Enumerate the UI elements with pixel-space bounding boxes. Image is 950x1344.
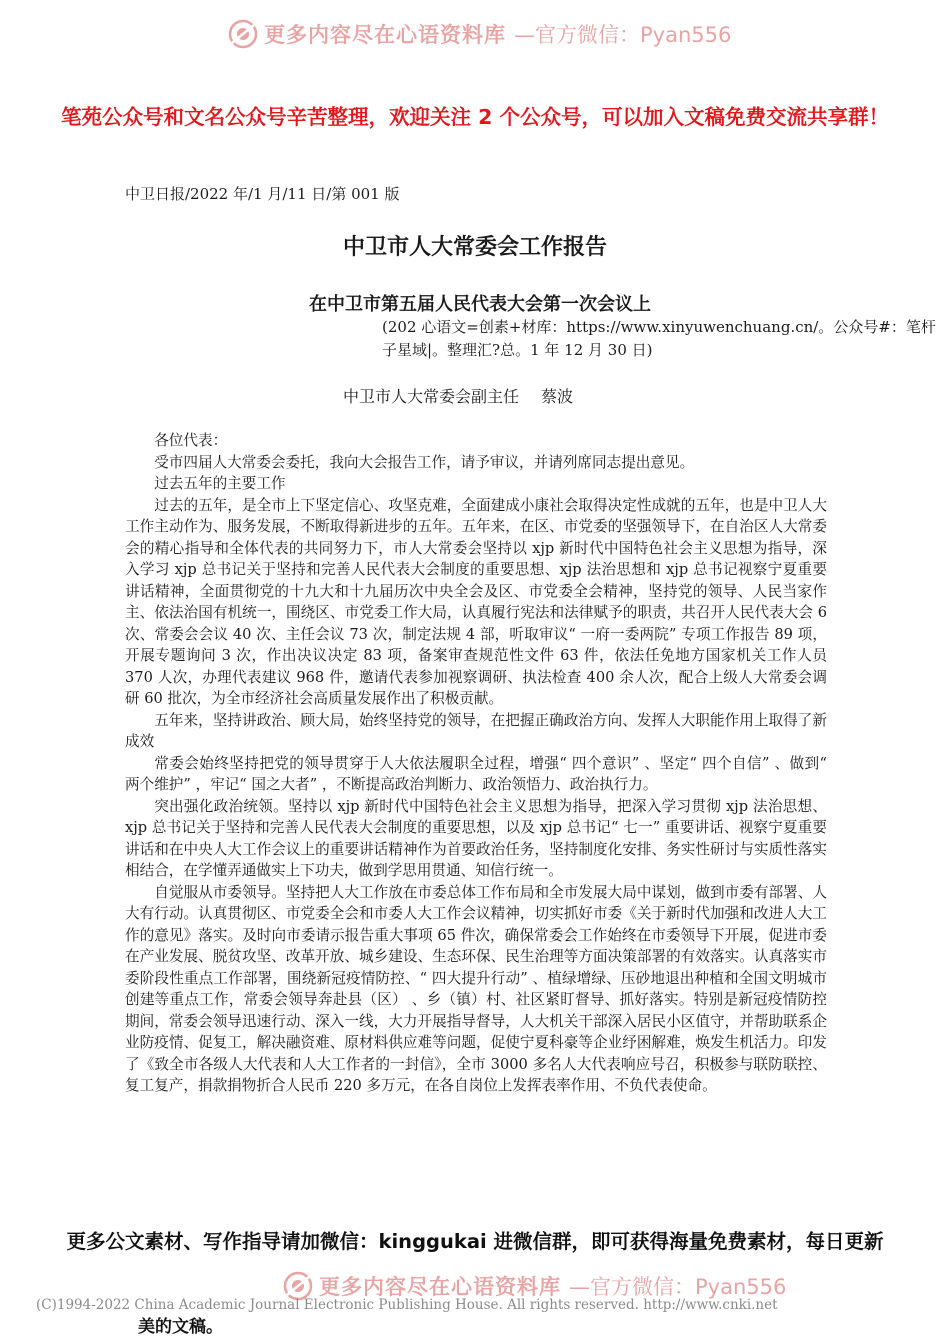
- paragraph: 突出强化政治统领。坚持以 xjp 新时代中国特色社会主义思想为指导，把深入学习贯彻 xjp 法治思想、xjp 总书记关于坚持和完善人民代表大会制度的重要思想，以及 xjp 总书记“ 七一” 重要讲话、视察宁夏重要讲话和在中央人大工作会议上的重要讲话精神作为首要政治任务，坚持制度化安排、务实性研讨与实质性落实相结合，在学懂弄通做实上下功夫，做到学思用贯通、知信行统一。: [125, 797, 827, 879]
- promo-black-line: 更多公文素材、写作指导请加微信：kinggukai 进微信群，即可获得海量免费素材，每日更新: [66, 1230, 884, 1253]
- page-title: 中卫市人大常委会工作报告: [342, 235, 607, 260]
- watermark-logo-icon: [228, 19, 258, 49]
- watermark-text: 更多内容尽在心语资料库: [264, 23, 506, 47]
- promo-red-line: 笔苑公众号和文名公众号辛苦整理，欢迎关注 2 个公众号，可以加入文稿免费交流共享群！: [60, 105, 890, 129]
- watermark-banner-top: [0, 14, 950, 54]
- paragraph: 自觉服从市委领导。坚持把人大工作放在市委总体工作布局和全市发展大局中谋划，做到市委有部署、人大有行动。认真贯彻区、市党委全会和市委人大工作会议精神，切实抓好市委《关于新时代加强和改进人大工作的意见》落实。及时向市委请示报告重大事项 65 件次，确保常委会工作始终在市委领导下开展，促进市委在产业发展、脱贫攻坚、改革开放、城乡建设、生态环保、民生治理等方面决策部署的有效落实。认真落实市委阶段性重点工作部署，围绕新冠疫情防控、“ 四大提升行动” 、植绿增绿、压砂地退出种植和全国文明城市创建等重点工作，常委会领导奔赴县（区） 、乡（镇）村、社区紧盯督导、抓好落实。特别是新冠疫情防控期间，常委会领导迅速行动、深入一线，大力开展指导督导，人大机关干部深入居民小区值守，并帮助联系企业防疫情、促复工，解决融资难、原材料供应难等问题，促使宁夏科豪等企业纾困解难，焕发生机活力。印发了《致全市各级人大代表和人大工作者的一封信》，全市 3000 多名人大代表响应号召，积极参与联防联控、复工复产，捐款捐物折合人民币 220 多万元，在各自岗位上发挥表率作用、不负代表使命。: [125, 883, 827, 1094]
- author-line: [343, 384, 573, 407]
- author-position: 中卫市人大常委会副主任: [343, 387, 520, 406]
- paragraph: 常委会始终坚持把党的领导贯穿于人大依法履职全过程，增强“ 四个意识” 、坚定“ 四个自信” 、做到“ 两个维护” ，牢记“ 国之大者” ，不断提高政治判断力、政治领悟力、政治执行力。: [125, 754, 827, 793]
- section-heading: 五年来，坚持讲政治、顾大局，始终坚持党的领导，在把握正确政治方向、发挥人大职能作用上取得了新成效: [125, 711, 827, 750]
- watermark-wechat: —官方微信：Pyan556: [514, 23, 732, 47]
- section-heading: 过去五年的主要工作: [154, 475, 286, 492]
- watermark-text: 更多内容尽在心语资料库: [319, 1275, 561, 1299]
- report-body: [125, 430, 827, 1097]
- subtitle-note: (202 心语文=创素+材库：https://www.xinyuwenchuang.cn/。公众号#：笔杆子星域|。整理汇?总。1 年 12 月 30 日): [382, 318, 936, 359]
- watermark-wechat: —官方微信：Pyan556: [569, 1275, 787, 1299]
- paragraph: 受市四届人大常委会委托，我向大会报告工作，请予审议，并请列席同志提出意见。: [154, 453, 695, 471]
- paragraph: 各位代表：: [154, 432, 228, 449]
- bottom-fragment: 美的文稿。: [138, 1317, 223, 1337]
- copyright-line: (C)1994-2022 China Academic Journal Electronic Publishing House. All rights reserved. http://www.cnki.net: [36, 1297, 778, 1313]
- author-name: 蔡波: [541, 387, 574, 406]
- paragraph: 过去的五年，是全市上下坚定信心、攻坚克难，全面建成小康社会取得决定性成就的五年，也是中卫人大工作主动作为、服务发展，不断取得新进步的五年。五年来，在区、市党委的坚强领导下，在自治区人大常委会的精心指导和全体代表的共同努力下，市人大常委会坚持以 xjp 新时代中国特色社会主义思想为指导，深入学习 xjp 总书记关于坚持和完善人民代表大会制度的重要思想、xjp 法治思想和 xjp 总书记视察宁夏重要讲话精神，全面贯彻党的十九大和十九届历次中央全会及区、市党委全会精神，坚持党的领导、人民当家作主、依法治国有机统一，围绕区、市党委工作大局，认真履行宪法和法律赋予的职责，共召开人民代表大会 6 次、常委会会议 40 次、主任会议 73 次，制定法规 4 部，听取审议“ 一府一委两院” 专项工作报告 89 项，开展专题询问 3 次，作出决议决定 83 项，备案审查规范性文件 63 件，依法任免地方国家机关工作人员 370 人次，办理代表建议 968 件，邀请代表参加视察调研、执法检查 400 余人次，配合上级人大常委会调研 60 批次，为全市经济社会高质量发展作出了积极贡献。: [125, 496, 827, 707]
- source-line: 中卫日报/2022 年/1 月/11 日/第 001 版: [125, 185, 400, 203]
- subtitle: 在中卫市第五届人民代表大会第一次会议上: [309, 294, 651, 315]
